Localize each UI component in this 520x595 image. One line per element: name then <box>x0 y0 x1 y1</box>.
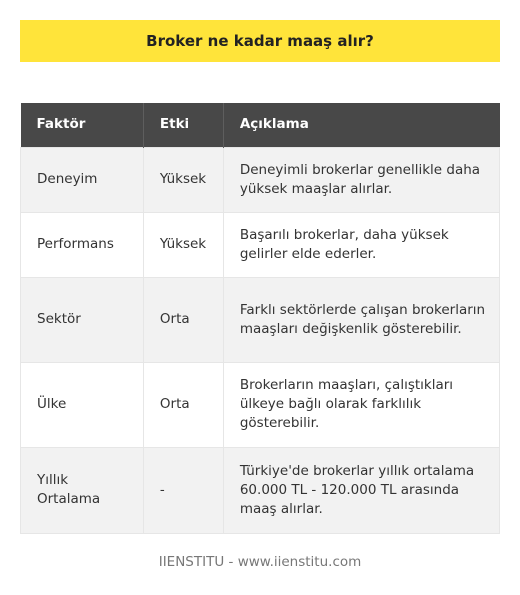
table-row <box>21 362 500 447</box>
page-title: Broker ne kadar maaş alır? <box>20 20 500 62</box>
cell-factor: Ülke <box>21 362 144 447</box>
table-row <box>21 277 500 362</box>
column-header-effect: Etki <box>143 103 223 147</box>
cell-effect: Orta <box>143 277 223 362</box>
cell-factor: Deneyim <box>21 147 144 212</box>
cell-effect: - <box>143 447 223 533</box>
cell-effect: Yüksek <box>143 212 223 277</box>
cell-factor: Yıllık Ortalama <box>21 447 144 533</box>
cell-description: Başarılı brokerlar, daha yüksek gelirler elde ederler. <box>223 212 499 277</box>
cell-description: Farklı sektörlerde çalışan brokerların maaşları değişkenlik gösterebilir. <box>223 277 499 362</box>
footer-credit: IIENSTITU - www.iienstitu.com <box>158 554 362 570</box>
cell-factor: Sektör <box>21 277 144 362</box>
cell-effect: Orta <box>143 362 223 447</box>
cell-factor: Performans <box>21 212 144 277</box>
table-row <box>21 212 500 277</box>
table-row <box>21 447 500 533</box>
column-header-factor: Faktör <box>21 103 144 147</box>
table-header-row <box>21 103 500 147</box>
cell-description: Deneyimli brokerlar genellikle daha yüksek maaşlar alırlar. <box>223 147 499 212</box>
cell-description: Brokerların maaşları, çalıştıkları ülkeye bağlı olarak farklılık gösterebilir. <box>223 362 499 447</box>
table-row <box>21 147 500 212</box>
salary-factors-table <box>20 103 500 534</box>
cell-description: Türkiye'de brokerlar yıllık ortalama 60.000 TL - 120.000 TL arasında maaş alırlar. <box>223 447 499 533</box>
cell-effect: Yüksek <box>143 147 223 212</box>
column-header-description: Açıklama <box>223 103 499 147</box>
